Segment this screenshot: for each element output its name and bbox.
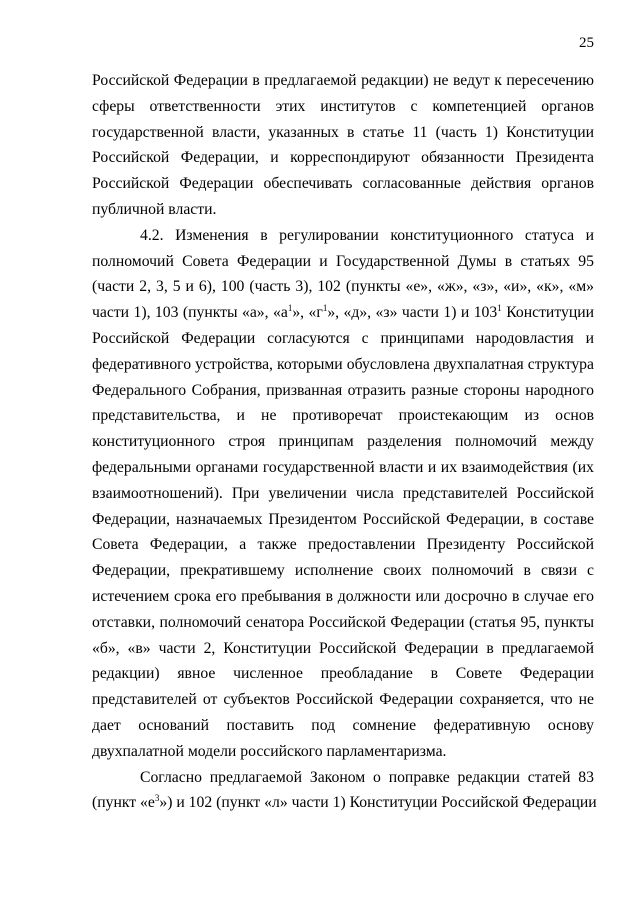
text-line-with-superscripts bbox=[92, 790, 597, 816]
page-number: 25 bbox=[579, 35, 594, 51]
paragraph-start-line: 4.2. Изменения в регулировании конституционного статуса и bbox=[140, 226, 594, 244]
superscript: 1 bbox=[287, 303, 293, 314]
text-line: (части 2, 3, 5 и 6), 100 (часть 3), 102 (пункты «е», «ж», «з», «и», «к», «м» bbox=[92, 278, 594, 296]
text-line: государственной власти, указанных в статье 11 (часть 1) Конституции bbox=[92, 123, 594, 141]
text-line: двухпалатной модели российского парламентаризма. bbox=[92, 742, 447, 760]
text-line: Российской Федерации согласуются с принципами народовластия и bbox=[92, 329, 594, 347]
text-line: истечением срока его пребывания в должности или досрочно в случае его bbox=[92, 587, 594, 605]
text-line: Федерации, прекратившему исполнение своих полномочий в связи с bbox=[92, 562, 594, 580]
text-line: представителей от субъектов Российской Федерации сохраняется, что не bbox=[92, 691, 594, 709]
text-line: федеральными органами государственной власти и их взаимодействия (их bbox=[92, 458, 594, 476]
text-line: отставки, полномочий сенатора Российской Федерации (статья 95, пункты bbox=[92, 613, 594, 631]
superscript: 1 bbox=[497, 303, 502, 314]
text-segment: », «д», «з» части 1) и 103 bbox=[327, 304, 498, 322]
text-line: Совета Федерации, а также предоставлении Президенту Российской bbox=[92, 536, 594, 554]
text-line: сферы ответственности этих институтов с компетенцией органов bbox=[92, 97, 594, 115]
text-line: федеративного устройства, которыми обусловлена двухпалатная структура bbox=[92, 355, 594, 373]
superscript: 1 bbox=[322, 303, 328, 314]
text-line: представительства, и не противоречат проистекающим из основ bbox=[92, 407, 594, 425]
text-line: взаимоотношений). При увеличении числа представителей Российской bbox=[92, 484, 594, 502]
text-line: Российской Федерации, и корреспондируют обязанности Президента bbox=[92, 149, 594, 167]
text-segment: Конституции bbox=[501, 304, 594, 322]
text-line: публичной власти. bbox=[92, 200, 217, 218]
text-segment: ») и 102 (пункт «л» части 1) Конституции Российской Федерации bbox=[159, 794, 597, 812]
text-line: полномочий Совета Федерации и Государственной Думы в статьях 95 bbox=[92, 252, 594, 270]
text-segment: (пункт «е bbox=[92, 794, 155, 812]
body-text bbox=[92, 68, 597, 816]
text-line: Федерации, назначаемых Президентом Российской Федерации, в составе bbox=[92, 510, 594, 528]
paragraph-start-line: Согласно предлагаемой Законом о поправке редакции статей 83 bbox=[140, 768, 594, 786]
text-line: Российской Федерации обеспечивать согласованные действия органов bbox=[92, 175, 594, 193]
text-line: конституционного строя принципам разделения полномочий между bbox=[92, 433, 594, 451]
text-line: дает оснований поставить под сомнение федеративную основу bbox=[92, 716, 594, 734]
text-segment: », «г bbox=[292, 304, 323, 322]
text-line: Российской Федерации в предлагаемой редакции) не ведут к пересечению bbox=[92, 72, 594, 89]
text-line: редакции) явное численное преобладание в Совете Федерации bbox=[92, 665, 594, 683]
text-line: Федерального Собрания, призванная отразить разные стороны народного bbox=[92, 381, 594, 399]
text-line-with-superscripts bbox=[92, 300, 594, 326]
superscript: 3 bbox=[154, 793, 160, 804]
text-segment: части 1), 103 (пункты «а», «а bbox=[92, 304, 288, 322]
text-line: «б», «в» части 2, Конституции Российской Федерации в предлагаемой bbox=[92, 639, 594, 657]
